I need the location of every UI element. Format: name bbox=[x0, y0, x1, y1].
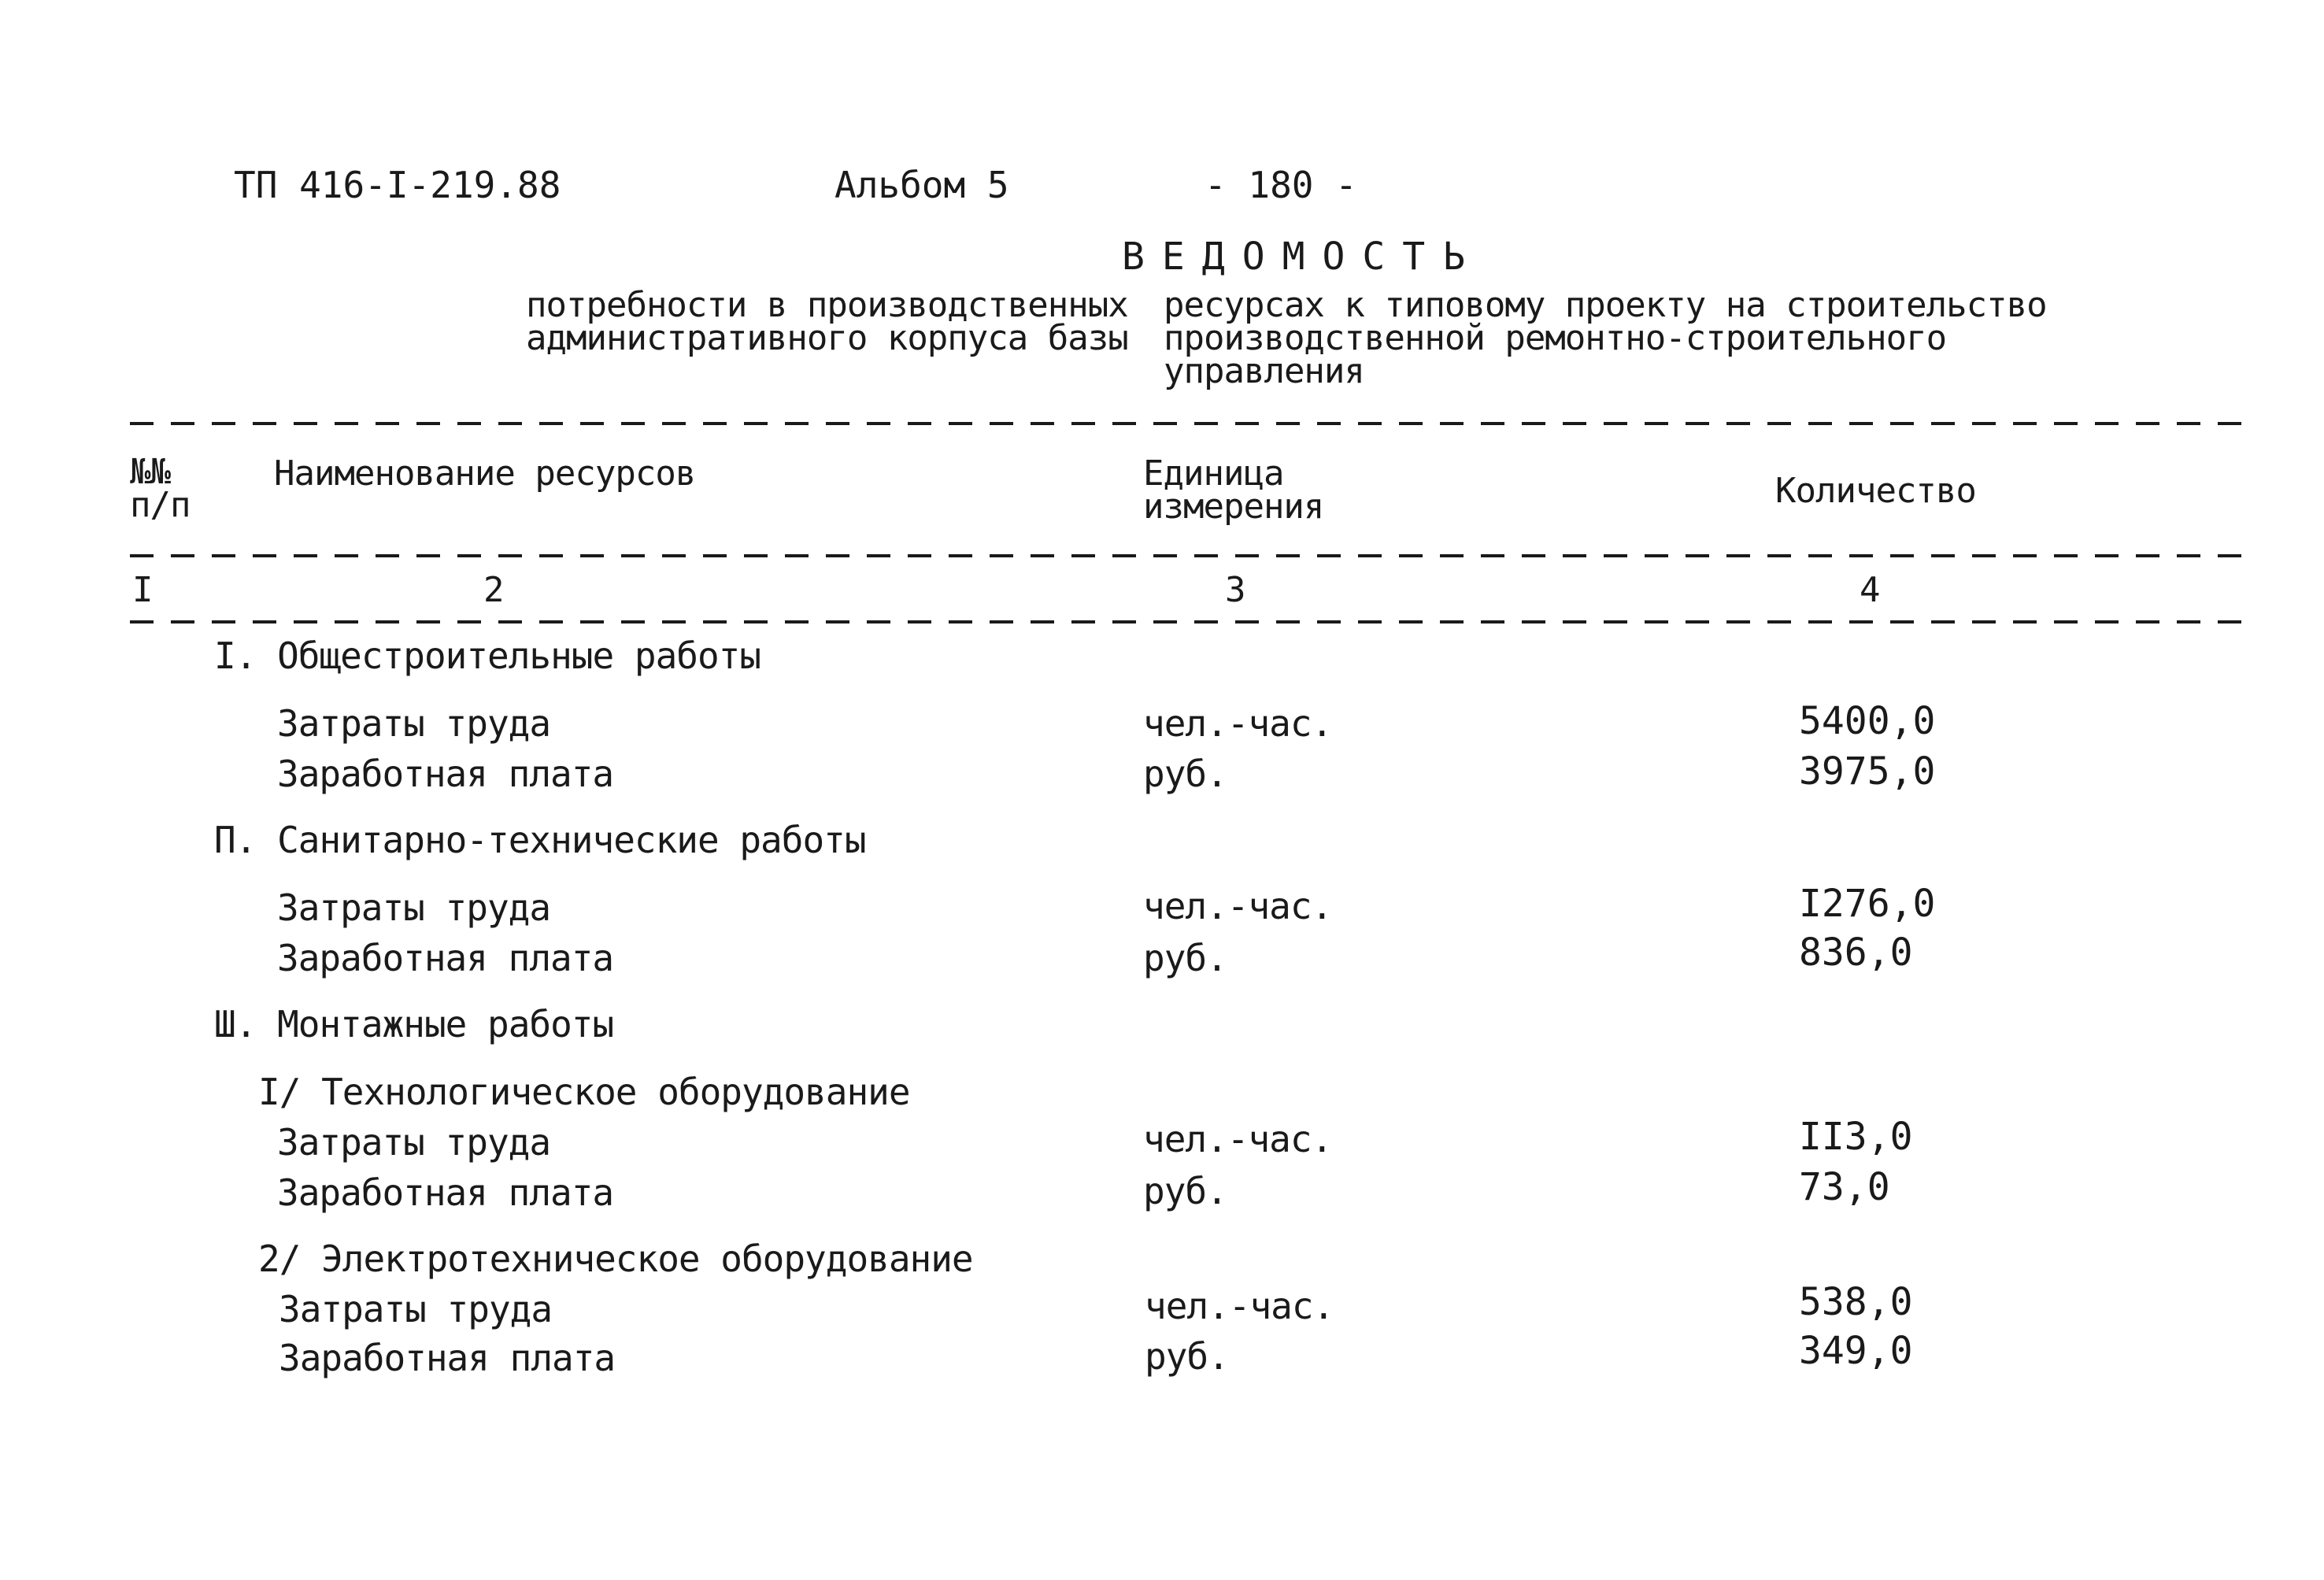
col-index-2: 2 bbox=[483, 570, 504, 610]
resource-quantity: 5400,0 bbox=[1799, 699, 1936, 743]
subtitle-line2-left: административного корпуса базы bbox=[526, 318, 1128, 358]
resource-name: Заработная плата bbox=[277, 937, 614, 979]
resource-name: Заработная плата bbox=[277, 1171, 614, 1214]
header-bottom-rule bbox=[130, 620, 2248, 623]
col-unit-label: Единица bbox=[1143, 453, 1284, 494]
resource-name: Затраты труда bbox=[279, 1288, 553, 1330]
resource-name: Заработная плата bbox=[279, 1337, 616, 1379]
resource-name: Заработная плата bbox=[277, 753, 614, 795]
resource-quantity: 836,0 bbox=[1799, 931, 1913, 975]
subsection-title: 2/ Электротехническое оборудование bbox=[258, 1238, 973, 1280]
col-number-label: №№ bbox=[130, 452, 170, 492]
header-top-rule bbox=[130, 422, 2248, 425]
col-index-3: 3 bbox=[1225, 570, 1245, 610]
resource-unit: руб. bbox=[1143, 937, 1227, 979]
resource-unit: чел.-час. bbox=[1143, 885, 1333, 927]
subsection-title: I/ Технологическое оборудование bbox=[258, 1071, 910, 1113]
resource-quantity: I276,0 bbox=[1799, 882, 1936, 926]
resource-name: Затраты труда bbox=[277, 702, 551, 745]
subtitle-line1-left: потребности в производственных bbox=[526, 285, 1128, 325]
resource-unit: руб. bbox=[1143, 1170, 1227, 1212]
resource-name: Затраты труда bbox=[277, 886, 551, 929]
subtitle-line3: управления bbox=[1164, 351, 1364, 391]
page-number: - 180 - bbox=[1205, 164, 1357, 206]
resource-unit: чел.-час. bbox=[1145, 1285, 1334, 1327]
col-index-1: I bbox=[132, 570, 153, 610]
subtitle-line1-right: ресурсах к типовому проекту на строительство bbox=[1164, 285, 2047, 325]
col-name-label: Наименование ресурсов bbox=[274, 453, 696, 494]
resource-name: Затраты труда bbox=[277, 1121, 551, 1164]
resource-quantity: 73,0 bbox=[1799, 1165, 1890, 1209]
resource-quantity: 3975,0 bbox=[1799, 749, 1936, 794]
resource-unit: чел.-час. bbox=[1143, 1118, 1333, 1160]
document-code: ТП 416-I-219.88 bbox=[234, 164, 561, 206]
subtitle-line2-right: производственной ремонтно-строительного bbox=[1164, 318, 1947, 358]
section-title: I. Общестроительные работы bbox=[214, 635, 761, 677]
resource-unit: руб. bbox=[1143, 753, 1227, 795]
section-title: Ш. Монтажные работы bbox=[214, 1003, 614, 1045]
document-title: ВЕДОМОСТЬ bbox=[1122, 235, 1483, 279]
col-unit-label-2: измерения bbox=[1143, 487, 1324, 527]
col-number-label-2: п/п bbox=[130, 485, 191, 525]
resource-quantity: II3,0 bbox=[1799, 1115, 1913, 1159]
col-qty-label: Количество bbox=[1775, 471, 1976, 511]
album-label: Альбом 5 bbox=[834, 164, 1009, 206]
col-index-4: 4 bbox=[1860, 570, 1880, 610]
section-title: П. Санитарно-технические работы bbox=[214, 819, 866, 861]
header-middle-rule bbox=[130, 554, 2248, 557]
resource-quantity: 538,0 bbox=[1799, 1280, 1913, 1324]
resource-quantity: 349,0 bbox=[1799, 1329, 1913, 1373]
resource-unit: чел.-час. bbox=[1143, 702, 1333, 745]
resource-unit: руб. bbox=[1145, 1335, 1229, 1378]
